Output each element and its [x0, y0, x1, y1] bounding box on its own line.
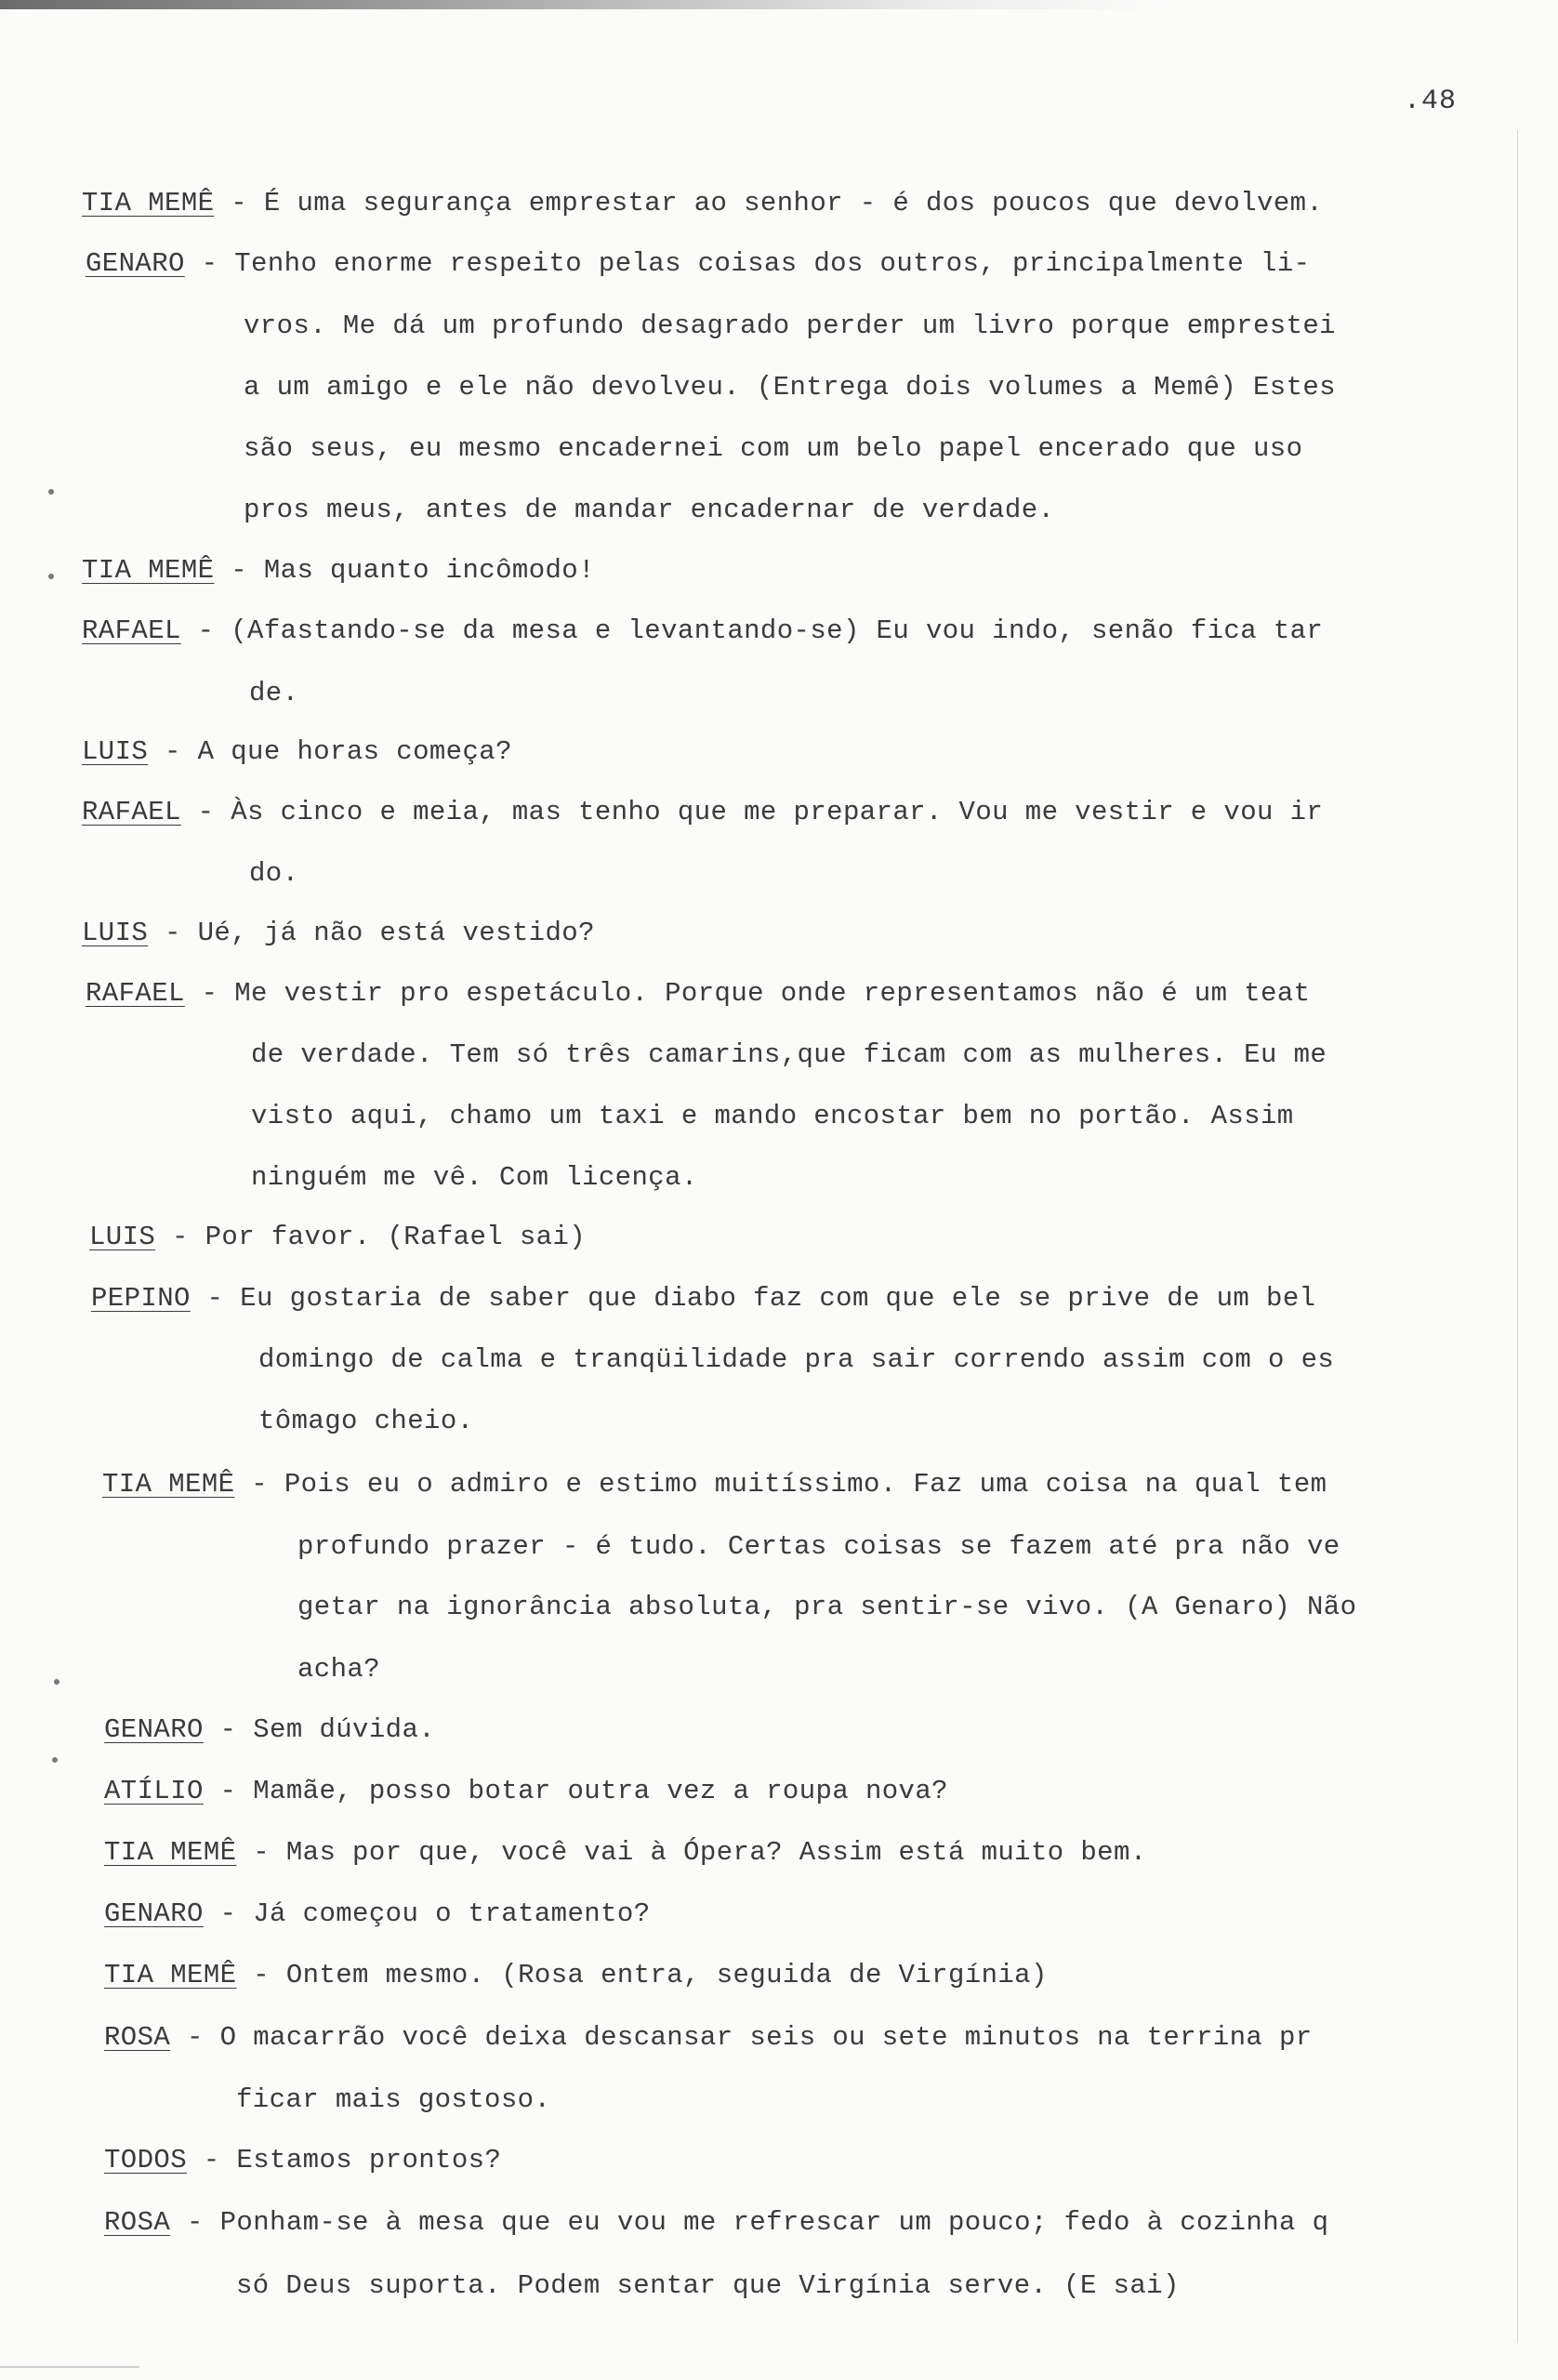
speaker-name: PEPINO	[91, 1283, 191, 1314]
dialogue-text: profundo prazer - é tudo. Certas coisas se fazem até pra não ve	[297, 1531, 1340, 1562]
dialogue-continuation	[249, 856, 298, 892]
speaker-name: TIA MEMÊ	[82, 188, 215, 218]
scan-bottom-edge	[0, 2366, 139, 2368]
dialogue-text: - Ué, já não está vestido?	[148, 918, 595, 948]
dialogue-text: pros meus, antes de mandar encadernar de verdade.	[244, 495, 1055, 525]
speaker-name: ROSA	[104, 2022, 171, 2053]
dialogue-text: - Me vestir pro espetáculo. Porque onde representamos não é um teat	[184, 978, 1311, 1009]
dialogue-line	[104, 2020, 1313, 2056]
scan-top-edge	[0, 0, 1558, 9]
dialogue-continuation	[236, 2082, 550, 2118]
dialogue-text: getar na ignorância absoluta, pra sentir-se vivo. (A Genaro) Não	[297, 1592, 1357, 1622]
dialogue-text: - O macarrão você deixa descansar seis ou sete minutos na terrina pr	[170, 2022, 1313, 2053]
speaker-name: GENARO	[104, 1898, 204, 1929]
dialogue-line	[102, 1467, 1327, 1502]
dialogue-text: - É uma segurança emprestar ao senhor - é dos poucos que devolvem.	[214, 188, 1324, 218]
dialogue-line	[89, 1220, 586, 1255]
speaker-name: RAFAEL	[86, 978, 185, 1009]
dialogue-continuation	[249, 676, 298, 711]
speaker-name: LUIS	[82, 918, 149, 948]
dialogue-line	[104, 1958, 1048, 1993]
dialogue-continuation	[297, 1529, 1340, 1565]
dialogue-text: do.	[249, 858, 299, 889]
dialogue-line	[86, 976, 1310, 1012]
dialogue-line	[82, 553, 595, 588]
dialogue-text: acha?	[297, 1654, 381, 1685]
dialogue-text: domingo de calma e tranqüilidade pra sair correndo assim com o es	[258, 1344, 1335, 1375]
dialogue-text: - Ontem mesmo. (Rosa entra, seguida de Virgínia)	[236, 1960, 1048, 1990]
dialogue-line	[91, 1281, 1315, 1316]
scan-speck	[52, 1757, 58, 1763]
dialogue-text: visto aqui, chamo um taxi e mando encostar bem no portão. Assim	[251, 1101, 1294, 1131]
dialogue-continuation	[244, 493, 1054, 528]
dialogue-line	[104, 1712, 435, 1748]
dialogue-text: só Deus suporta. Podem sentar que Virgínia serve. (E sai)	[236, 2270, 1180, 2301]
dialogue-text: ninguém me vê. Com licença.	[251, 1162, 698, 1193]
dialogue-line	[86, 246, 1310, 282]
speaker-name: TIA MEMÊ	[104, 1837, 237, 1868]
dialogue-text: - Por favor. (Rafael sai)	[155, 1222, 587, 1252]
dialogue-text: - A que horas começa?	[148, 736, 512, 767]
dialogue-text: - Ponham-se à mesa que eu vou me refrescar um pouco; fedo à cozinha q	[170, 2207, 1329, 2238]
dialogue-text: ficar mais gostoso.	[236, 2084, 551, 2115]
scan-right-edge	[1517, 130, 1518, 2343]
speaker-name: ATÍLIO	[104, 1776, 204, 1806]
dialogue-continuation	[236, 2268, 1180, 2304]
dialogue-text: - Tenho enorme respeito pelas coisas dos outros, principalmente li-	[184, 248, 1311, 279]
dialogue-continuation	[251, 1160, 698, 1196]
dialogue-line	[104, 1774, 948, 1809]
speaker-name: GENARO	[104, 1714, 204, 1745]
page-number: .48	[1404, 86, 1458, 117]
dialogue-line	[82, 734, 512, 770]
dialogue-text: a um amigo e ele não devolveu. (Entrega dois volumes a Memê) Estes	[244, 372, 1336, 403]
speaker-name: LUIS	[89, 1222, 156, 1252]
dialogue-continuation	[244, 431, 1302, 467]
speaker-name: RAFAEL	[82, 615, 181, 646]
dialogue-text: - Mas por que, você vai à Ópera? Assim está muito bem.	[236, 1837, 1147, 1868]
dialogue-continuation	[297, 1652, 380, 1687]
scan-speck	[48, 489, 54, 495]
dialogue-text: - Às cinco e meia, mas tenho que me preparar. Vou me vestir e vou ir	[180, 797, 1324, 827]
speaker-name: GENARO	[86, 248, 185, 279]
speaker-name: TIA MEMÊ	[104, 1960, 237, 1990]
dialogue-line	[104, 2143, 501, 2178]
dialogue-text: - Mas quanto incômodo!	[214, 555, 595, 586]
dialogue-text: são seus, eu mesmo encadernei com um belo papel encerado que uso	[244, 433, 1303, 464]
dialogue-continuation	[297, 1590, 1356, 1625]
dialogue-text: vros. Me dá um profundo desagrado perder um livro porque emprestei	[244, 311, 1336, 341]
speaker-name: ROSA	[104, 2207, 171, 2238]
dialogue-line	[104, 1835, 1147, 1871]
dialogue-text: - Pois eu o admiro e estimo muitíssimo. Faz uma coisa na qual tem	[234, 1469, 1327, 1500]
dialogue-line	[82, 186, 1323, 221]
dialogue-text: - Sem dúvida.	[203, 1714, 436, 1745]
dialogue-text: - Mamãe, posso botar outra vez a roupa nova?	[203, 1776, 948, 1806]
scan-speck	[54, 1679, 59, 1685]
speaker-name: LUIS	[82, 736, 149, 767]
dialogue-line	[104, 1897, 651, 1932]
dialogue-text: - (Afastando-se da mesa e levantando-se) Eu vou indo, senão fica tar	[180, 615, 1324, 646]
dialogue-text: - Já começou o tratamento?	[203, 1898, 651, 1929]
dialogue-text: - Estamos prontos?	[187, 2145, 502, 2175]
speaker-name: TIA MEMÊ	[82, 555, 215, 586]
dialogue-continuation	[251, 1038, 1327, 1073]
dialogue-line	[104, 2205, 1328, 2241]
dialogue-text: tômago cheio.	[258, 1406, 474, 1436]
dialogue-continuation	[251, 1099, 1294, 1134]
dialogue-continuation	[244, 370, 1336, 405]
dialogue-line	[82, 916, 595, 951]
dialogue-line	[82, 614, 1323, 649]
dialogue-text: de.	[249, 678, 299, 708]
dialogue-continuation	[244, 309, 1336, 344]
dialogue-text: de verdade. Tem só três camarins,que ficam com as mulheres. Eu me	[251, 1039, 1327, 1070]
speaker-name: TIA MEMÊ	[102, 1469, 235, 1500]
dialogue-continuation	[258, 1342, 1334, 1378]
dialogue-line	[82, 795, 1323, 830]
dialogue-text: - Eu gostaria de saber que diabo faz com que ele se prive de um bel	[190, 1283, 1316, 1314]
speaker-name: RAFAEL	[82, 797, 181, 827]
scan-speck	[48, 574, 54, 579]
dialogue-continuation	[258, 1404, 473, 1439]
speaker-name: TODOS	[104, 2145, 188, 2175]
